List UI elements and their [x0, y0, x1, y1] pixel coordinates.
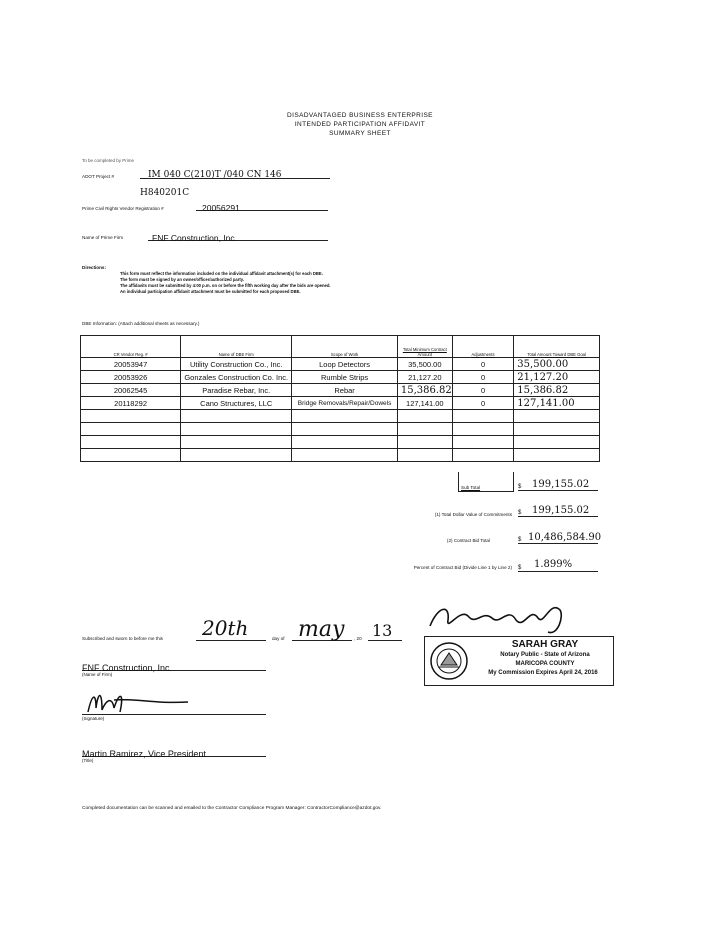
- completed-by-note: To be completed by Prime: [82, 158, 135, 163]
- sworn-month-field[interactable]: [292, 618, 352, 641]
- subtotal-label-cell: [458, 472, 514, 492]
- table-row: [81, 371, 600, 384]
- vendor-reg-label: Prime Civil Rights Vendor Registration #: [82, 206, 164, 211]
- cell-vendor-reg[interactable]: [81, 423, 181, 436]
- col-header-contract-amount: Total Minimum Contract Amount: [397, 336, 452, 358]
- table-row: [81, 384, 600, 397]
- cell-dbe-firm[interactable]: [181, 410, 292, 423]
- cell-contract-amount[interactable]: [397, 449, 452, 462]
- notary-expires: My Commission Expires April 24, 2016: [488, 670, 598, 676]
- dbe-table: [80, 335, 600, 462]
- cell-dbe-firm[interactable]: [181, 436, 292, 449]
- prime-firm-label: Name of Prime Firm: [82, 235, 124, 240]
- percent-field[interactable]: [518, 558, 598, 572]
- prime-firm-field[interactable]: [148, 228, 328, 241]
- cell-scope[interactable]: [292, 423, 398, 436]
- table-row: [81, 423, 600, 436]
- firm-name-field[interactable]: [82, 658, 266, 671]
- dollar-sign: $: [518, 510, 522, 516]
- cell-contract-amount[interactable]: 35,500.00: [397, 358, 452, 371]
- cell-adjustments[interactable]: [452, 436, 514, 449]
- bid-total-label: (2) Contract Bid Total: [446, 538, 490, 543]
- signature-icon: [84, 686, 194, 716]
- col-header-vendor-reg: CR Vendor Reg. #: [81, 336, 181, 358]
- arizona-seal-icon: [429, 641, 469, 681]
- subtotal-label: Sub Total: [461, 485, 481, 490]
- cell-adjustments[interactable]: 0: [452, 358, 514, 371]
- dollar-sign: $: [518, 537, 522, 543]
- cell-dbe-firm[interactable]: Paradise Rebar, Inc.: [181, 384, 292, 397]
- cell-contract-amount[interactable]: 21,127.20: [397, 371, 452, 384]
- signature-label: (Signature): [82, 716, 105, 721]
- cell-goal-amount[interactable]: [514, 436, 600, 449]
- sworn-day: 20th: [202, 616, 249, 640]
- project-label: ADOT Project #: [82, 174, 115, 179]
- dollar-sign: $: [518, 484, 522, 490]
- cell-dbe-firm[interactable]: [181, 423, 292, 436]
- cell-contract-amount[interactable]: [397, 436, 452, 449]
- cell-dbe-firm[interactable]: Gonzales Construction Co. Inc.: [181, 371, 292, 384]
- sworn-year-prefix: , 20: [354, 636, 362, 641]
- table-header-row: [81, 336, 600, 358]
- cell-vendor-reg[interactable]: [81, 449, 181, 462]
- cell-scope[interactable]: Rebar: [292, 384, 398, 397]
- title-label: (Title): [82, 758, 94, 763]
- project-value: IM 040 C(210)T /040 CN 146 H840201C: [140, 170, 282, 198]
- notary-signature-icon: [420, 596, 570, 640]
- direction-line: The affidavits must be submitted by 4:00 p.m. on or before the fifth working day after the bids are opened.: [120, 283, 331, 288]
- cell-contract-amount[interactable]: [397, 410, 452, 423]
- cell-adjustments[interactable]: 0: [452, 397, 514, 410]
- dollar-sign: $: [518, 565, 522, 571]
- col-header-dbe-firm: Name of DBE Firm: [181, 336, 292, 358]
- sworn-year-field[interactable]: [368, 622, 402, 641]
- commitments-value: 199,155.02: [532, 505, 590, 516]
- cell-goal-amount[interactable]: [514, 423, 600, 436]
- direction-line: An individual participation affidavit attachment must be submitted for each proposed DBE.: [120, 289, 301, 294]
- vendor-reg-value: 20056291: [202, 203, 240, 213]
- cell-scope[interactable]: Loop Detectors: [292, 358, 398, 371]
- cell-scope[interactable]: [292, 436, 398, 449]
- cell-goal-amount[interactable]: [514, 449, 600, 462]
- title-field[interactable]: [82, 744, 266, 757]
- table-row: [81, 410, 600, 423]
- form-title: DISADVANTAGED BUSINESS ENTERPRISE: [287, 112, 433, 119]
- prime-firm-value: FNF Construction, Inc.: [152, 233, 238, 243]
- cell-goal-amount[interactable]: 127,141.00: [514, 397, 600, 410]
- cell-adjustments[interactable]: [452, 449, 514, 462]
- cell-goal-amount[interactable]: 21,127.20: [514, 371, 600, 384]
- col-header-adjustments: Adjustments: [452, 336, 514, 358]
- cell-scope[interactable]: Rumble Strips: [292, 371, 398, 384]
- bid-total-value: 10,486,584.90: [528, 532, 602, 543]
- commitments-field[interactable]: [518, 503, 598, 517]
- cell-dbe-firm[interactable]: Utility Construction Co., Inc.: [181, 358, 292, 371]
- table-row: [81, 358, 600, 371]
- sworn-label: Subscribed and sworn to before me this: [82, 636, 163, 641]
- cell-goal-amount[interactable]: 15,386.82: [514, 384, 600, 397]
- cell-adjustments[interactable]: [452, 410, 514, 423]
- cell-scope[interactable]: [292, 410, 398, 423]
- cell-contract-amount[interactable]: [397, 423, 452, 436]
- cell-contract-amount[interactable]: 15,386.82: [397, 384, 452, 397]
- cell-vendor-reg[interactable]: [81, 436, 181, 449]
- firm-name-label: (Name of Firm): [82, 672, 113, 677]
- direction-line: The form must be signed by an owner/officer/authorized party.: [120, 277, 244, 282]
- vendor-reg-field[interactable]: [196, 198, 328, 211]
- project-field[interactable]: [140, 164, 330, 198]
- sworn-day-field[interactable]: [196, 618, 266, 641]
- notary-seal: [424, 636, 614, 686]
- cell-vendor-reg[interactable]: 20053926: [81, 371, 181, 384]
- notary-name: SARAH GRAY: [511, 639, 579, 650]
- commitments-label: (1) Total Dollar Value of Commitments: [434, 512, 512, 517]
- cell-contract-amount[interactable]: 127,141.00: [397, 397, 452, 410]
- cell-vendor-reg[interactable]: [81, 410, 181, 423]
- directions-label: Directions:: [82, 265, 106, 270]
- cell-adjustments[interactable]: [452, 423, 514, 436]
- cell-vendor-reg[interactable]: 20118292: [81, 397, 181, 410]
- col-header-goal-amount: Total Amount Toward DBE Goal: [514, 336, 600, 358]
- firm-name-value: FNF Construction, Inc.: [82, 663, 173, 673]
- form-subtitle: INTENDED PARTICIPATION AFFIDAVIT: [294, 121, 426, 128]
- notary-county: MARICOPA COUNTY: [515, 661, 575, 667]
- title-value: Martin Ramirez, Vice President: [82, 749, 206, 759]
- percent-value: 1.899%: [534, 559, 573, 570]
- subtotal-field[interactable]: [518, 477, 598, 491]
- cell-dbe-firm[interactable]: Cano Structures, LLC: [181, 397, 292, 410]
- form-subtitle-2: SUMMARY SHEET: [329, 130, 391, 137]
- signature-line[interactable]: [82, 714, 266, 715]
- direction-line: This form must reflect the information included on the individual affidavit attachment(s) for each DBE.: [120, 271, 323, 276]
- footer-note: Completed documentation can be scanned and emailed to the Contractor Compliance Program Manager: ContractorCompliance@azdot.gov.: [82, 806, 382, 811]
- sworn-month: may: [298, 617, 345, 642]
- cell-adjustments[interactable]: 0: [452, 384, 514, 397]
- cell-scope[interactable]: Bridge Removals/Repair/Dowels: [292, 397, 398, 410]
- sworn-day-of-label: day of: [272, 636, 285, 641]
- cell-scope[interactable]: [292, 449, 398, 462]
- cell-vendor-reg[interactable]: 20062545: [81, 384, 181, 397]
- cell-goal-amount[interactable]: [514, 410, 600, 423]
- bid-total-field[interactable]: [518, 530, 602, 544]
- cell-goal-amount[interactable]: 35,500.00: [514, 358, 600, 371]
- table-row: [81, 449, 600, 462]
- table-row: [81, 436, 600, 449]
- dbe-info-label: DBE Information: (Attach additional sheets as necessary.): [82, 321, 200, 326]
- col-header-scope: Scope of Work: [292, 336, 398, 358]
- cell-vendor-reg[interactable]: 20053947: [81, 358, 181, 371]
- sworn-year: 13: [372, 621, 393, 640]
- table-row: [81, 397, 600, 410]
- cell-adjustments[interactable]: 0: [452, 371, 514, 384]
- directions-list: [120, 271, 440, 295]
- cell-dbe-firm[interactable]: [181, 449, 292, 462]
- subtotal-value: 199,155.02: [532, 479, 590, 490]
- notary-title: Notary Public - State of Arizona: [500, 652, 590, 658]
- percent-label: Percent of Contract Bid (Divide Line 1 by Line 2): [413, 565, 512, 570]
